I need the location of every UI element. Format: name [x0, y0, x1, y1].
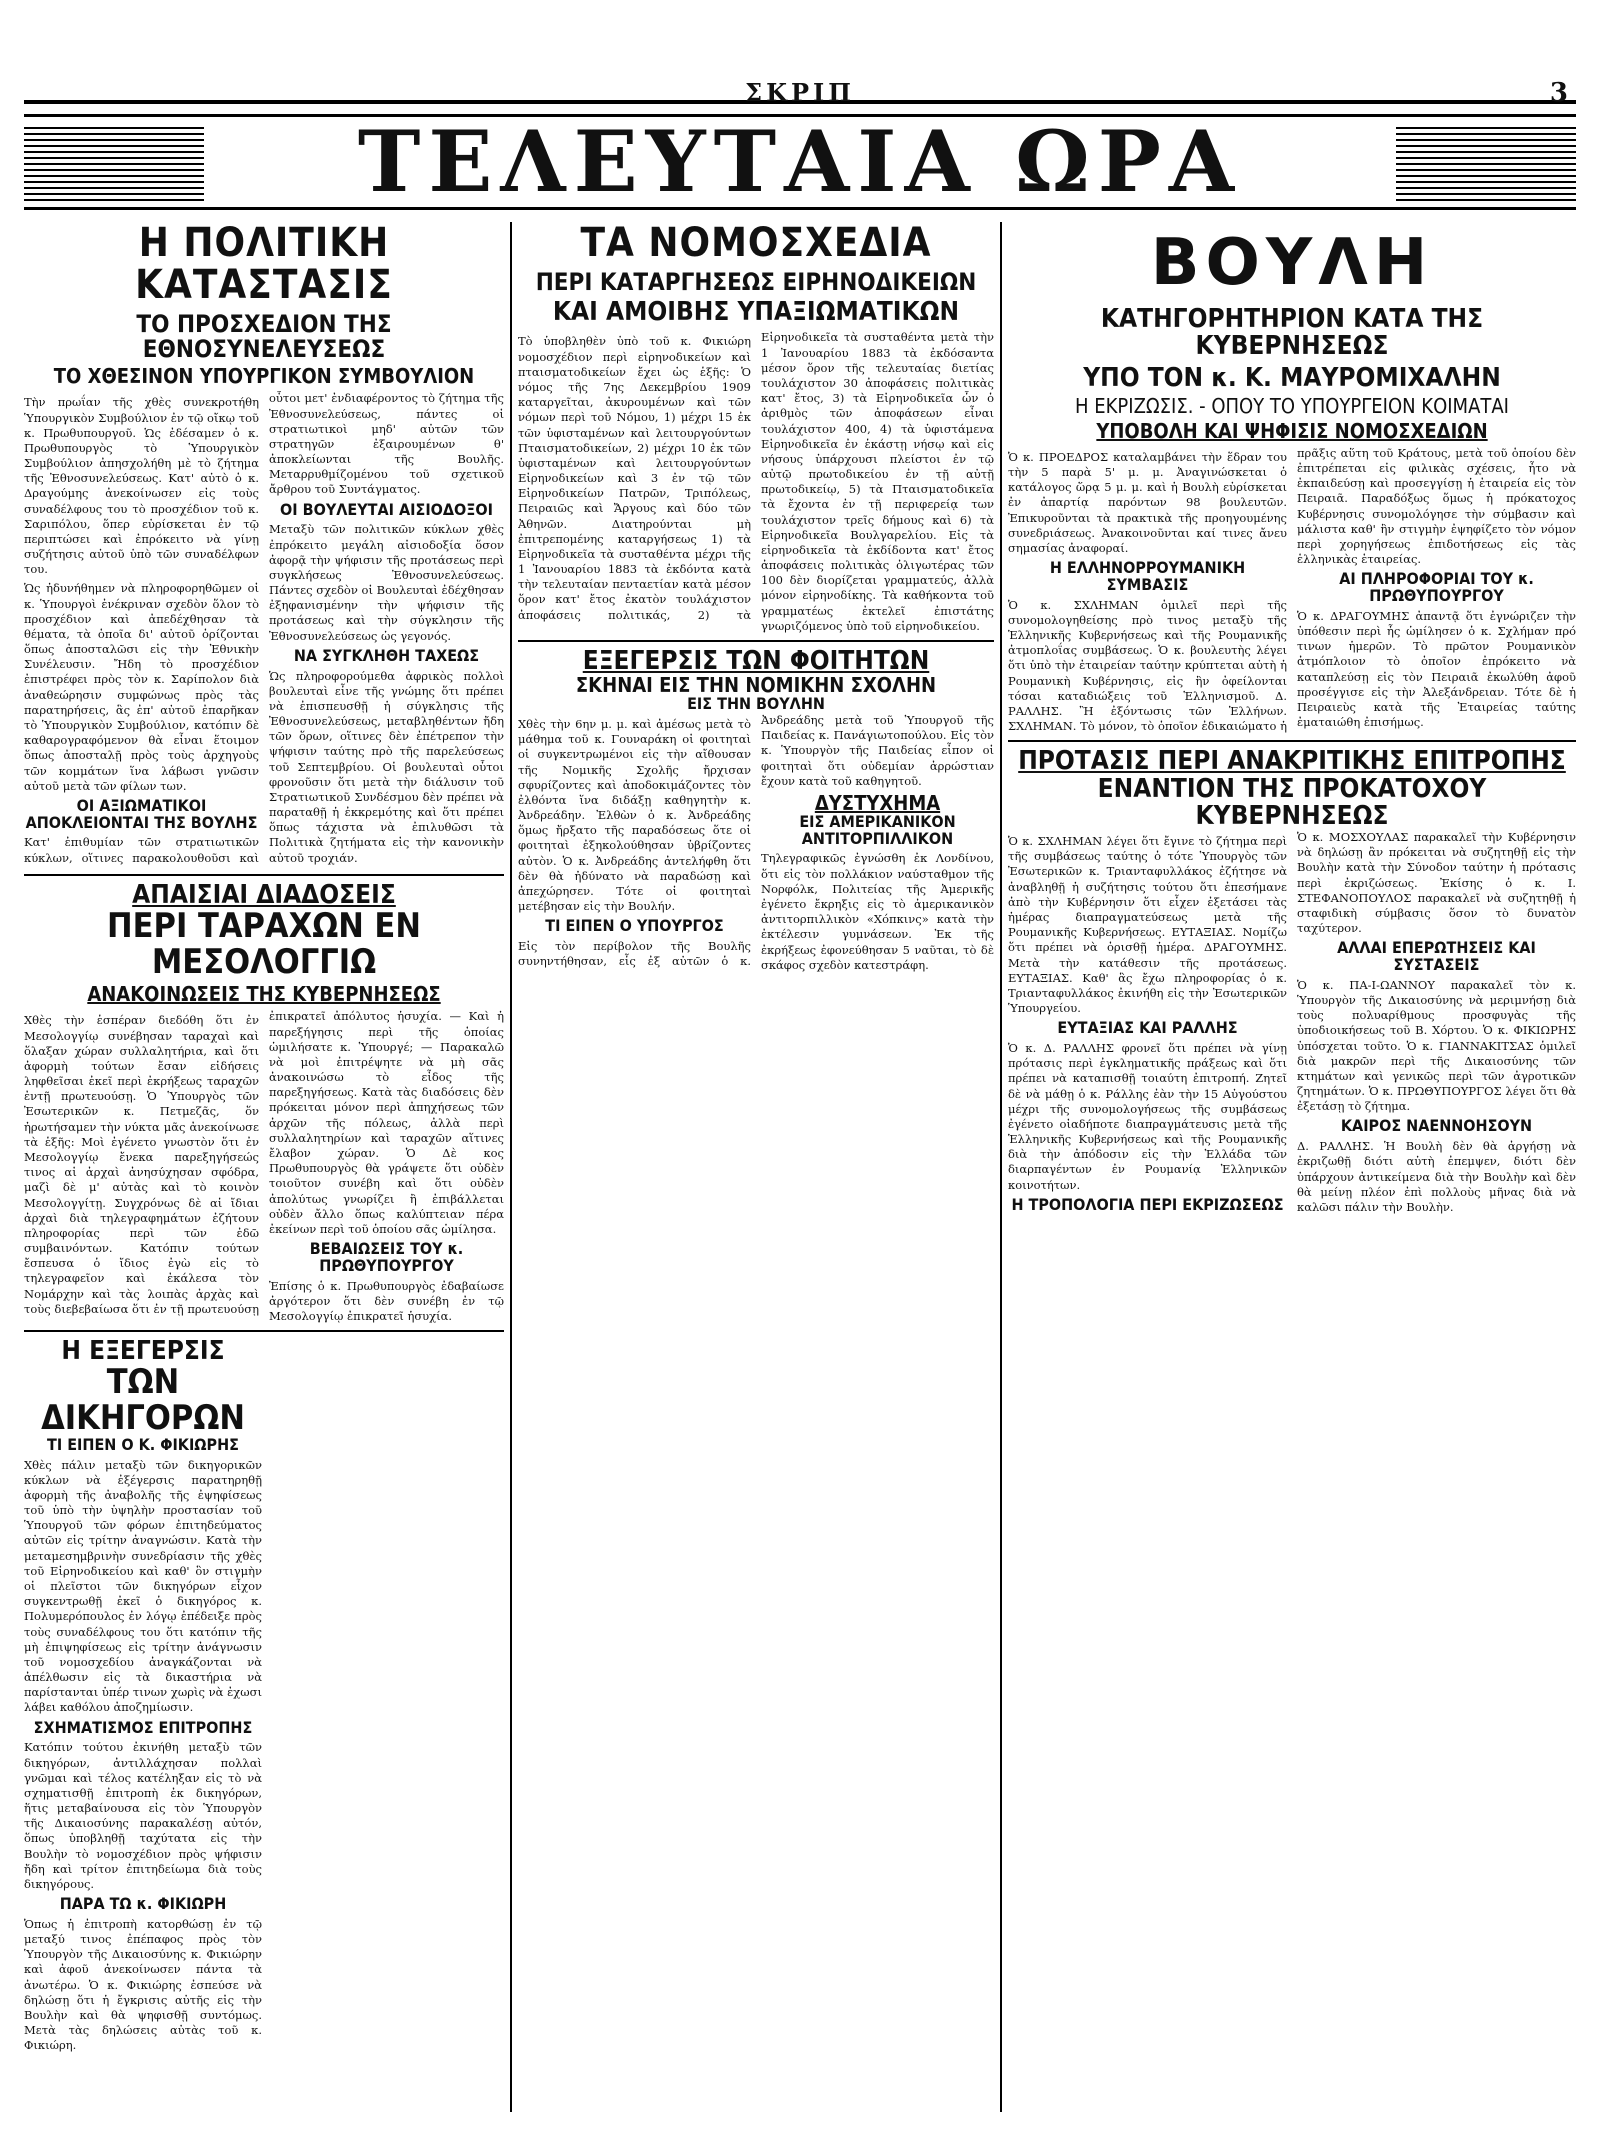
subhead-greek-romanian: Η ΕΛΛΗΝΟΡΡΟΥΜΑΝΙΚΗ ΣΥΜΒΑΣΙΣ: [1049, 558, 1246, 594]
paragraph: Τὴν πρωΐαν τῆς χθὲς συνεκροτήθη Ὑπουργικὸν Συμβούλιον ἐν τῷ οἴκῳ τοῦ κ. Πρωθυπουργοῦ. Ὡς ἐδέσαμεν ὁ κ. Πρωθυπουργὸς τὸ Ὑπουργικὸν Συμβούλιον ἀπησχολήθη μὲ τὸ ζήτημα τῆς Ἐθνοσυνελεύσεως. Κατ' αὐτὸ ὁ κ. Δραγούμης ἀνεκοίνωσεν εἰς τοὺς συναδέλφους του τὸ προσχέδιον τοῦ κ. Σαριπόλου, ὅπερ εὑρίσκεται ἐν τῷ περιπτώσει καὶ ἐπρόκειτο νὰ γίνῃ συζήτησις αὐτοῦ ὑπὸ τῶν συναδέλφων του.: [24, 395, 259, 577]
divider: [24, 874, 504, 876]
subhead-law-school: ΣΚΗΝΑΙ ΕΙΣ ΤΗΝ ΝΟΜΙΚΗΝ ΣΧΟΛΗΝ: [575, 673, 937, 698]
subhead-mps: ΟΙ ΒΟΥΛΕΥΤΑΙ ΑΙΣΙΟΔΟΞΟΙ: [280, 499, 493, 519]
subhead-eftaxias-rallis: ΕΥΤΑΞΙΑΣ ΚΑΙ ΡΑΛΛΗΣ: [1057, 1018, 1238, 1038]
subhead-officers: ΟΙ ΑΞΙΩΜΑΤΙΚΟΙ ΑΠΟΚΛΕΙΟΝΤΑΙ ΤΗΣ ΒΟΥΛΗΣ: [25, 795, 258, 832]
paragraph: Μεταξὺ τῶν πολιτικῶν κύκλων χθὲς ἐπρόκειτο μεγάλη αἰσιοδοξία ὅσον ἀφορᾷ τὴν ψήφισιν τῆς προτάσεως περὶ συγκλήσεως Ἐθνοσυνελεύσεως. Πάντες σχεδὸν οἱ Βουλευταὶ ἐδέχθησαν ἐξηφανισμένην τὴν ψήφισιν τῆς προτάσεως καὶ τὴν σύγκλησιν τῆς Ἐθνοσυνελεύσεως ὡς γεγονός.: [269, 522, 504, 643]
headline-uprising: Η ΕΞΕΓΕΡΣΙΣ: [61, 1336, 225, 1367]
banner-hatch-right: [1396, 123, 1576, 201]
headline-bills: ΤΑ ΝΟΜΟΣΧΕΔΙΑ: [580, 222, 932, 266]
paragraph: Δ. ΡΑΛΛΗΣ. Ἡ Βουλὴ δὲν θὰ ἀργήσῃ νὰ ἐκριζωθῇ διότι αὐτὴ ἐπεμψεν, διότι δὲν ὑπάρχουν ἀντικείμενα διὰ τὴν Βουλὴν καὶ δὲν θὰ μείνῃ πλέον ἐπὶ πολλοὺς μῆνας διὰ νὰ καλῶσι πάλιν τὴν Βουλὴν.: [1297, 1139, 1576, 1214]
headline-inquiry: ΠΡΟΤΑΣΙΣ ΠΕΡΙ ΑΝΑΚΡΙΤΙΚΗΣ ΕΠΙΤΡΟΠΗΣ: [1018, 746, 1566, 777]
subhead-time: ΚΑΙΡΟΣ ΝΑΕΝΝΟΗΣΟΥΝ: [1340, 1116, 1533, 1136]
subhead-destroyer: ΕΙΣ ΑΜΕΡΙΚΑΝΙΚΟΝ ΑΝΤΙΤΟΡΠΙΛΛΙΚΟΝ: [799, 811, 956, 848]
paragraph: Εἰς τὸν περίβολον τῆς Βουλῆς συνηντήθησαν, εἷς ἐξ αὐτῶν ὁ κ. Ἀνδρεάδης μετὰ τοῦ Ὑπουργοῦ τῆς Παιδείας κ. Πανάγιωτοπούλου. Εἰς τὸν κ. Ὑπουργὸν τῆς Παιδείας εἶπον οἱ φοιτηταὶ ὅτι οὐδεμίαν ἀρρώστιαν ἔχουν κατὰ τοῦ καθηγητοῦ.: [518, 713, 994, 969]
column-left: [24, 222, 504, 2112]
subhead-minister: ΤΙ ΕΙΠΕΝ Ο ΥΠΟΥΡΓΟΣ: [545, 916, 724, 936]
banner-text: ΤΕΛΕΥΤΑΙΑ ΩΡΑ: [357, 112, 1243, 211]
headline-former-govt: ΕΝΑΝΤΙΟΝ ΤΗΣ ΠΡΟΚΑΤΟΧΟΥ ΚΥΒΕΡΝΗΣΕΩΣ: [1097, 773, 1487, 831]
subhead-parliament: ΕΙΣ ΤΗΝ ΒΟΥΛΗΝ: [687, 694, 825, 714]
paragraph: Ὁ κ. ΔΡΑΓΟΥΜΗΣ ἀπαντᾷ ὅτι ἐγνώριζεν τὴν ὑπόθεσιν περὶ ἧς ὡμίλησεν ὁ κ. Σχλήμαν πρό τινων ἡμερῶν. Τὸ πρῶτον Ρουμανικὸν ἀτμόπλοιον τὸ ὁποῖον ἐπρόκειτο νὰ καταπλεύσῃ εἰς τὸν Πειραιᾶ ἐκωλύθη ἀφοῦ προσέγγισε εἰς τὴν Ἀλεξάνδρειαν. Τότε δὲ ἡ Πειραιεὺς κατὰ τῆς Ἐταιρείας ταύτης ἐματαιώθη ἐπισήμως.: [1297, 608, 1576, 730]
paragraph: Κατ' ἐπιθυμίαν τῶν στρατιωτικῶν κύκλων, οἵτινες παρακολουθοῦσι καὶ οὗτοι μετ' ἐνδιαφέροντος τὸ ζήτημα τῆς Ἐθνοσυνελεύσεως, πάντες οἱ στρατιωτικοὶ μηδ' αὐτῶν τῶν στρατηγῶν ἐξαιρουμένων θ' ἀποκλείωνται τῆς Βουλῆς. Μεταρρυθμίζομένου τοῦ σχετικοῦ ἄρθρου τοῦ Συντάγματος.: [24, 391, 504, 865]
headline-indictment: ΚΑΤΗΓΟΡΗΤΗΡΙΟΝ ΚΑΤΑ ΤΗΣ ΚΥΒΕΡΝΗΣΕΩΣ: [1100, 304, 1484, 362]
article-inquiry: [1008, 830, 1576, 1218]
subhead-other-questions: ΑΛΛΑΙ ΕΠΕΡΩΤΗΣΕΙΣ ΚΑΙ ΣΥΣΤΑΣΕΙΣ: [1337, 938, 1536, 975]
paragraph: Χθὲς τὴν ἑσπέραν διεδόθη ὅτι ἐν Μεσολογγίῳ συνέβησαν ταραχαὶ καὶ ὅλαξαν χώραν συλλαλητήρια, καὶ ὅτι ἀφορμὴ τούτων ἔσαν εἰδήσεις ληφθεῖσαι ἐκεῖ περὶ ἐκρήξεως ταραχῶν ἐντῇ πρωτευούσῃ. Ὁ Ὑπουργὸς τῶν Ἐσωτερικῶν κ. Πετμεζᾶς, ὅν ἠρωτήσαμεν τὴν νύκτα μᾶς ἀνεκοίνωσε τὰ ἑξῆς: Μοὶ ἐγένετο γνωστὸν ὅτι ἐν Μεσολογγίῳ ἔνεκα παρεξηγήσεώς τινος αἱ ἀρχαὶ ἀνησύχησαν σφόδρα, μαζὶ δὲ μ' αὐτὰς καὶ τὸ κοινὸν Μεσολογγίτῃ. Συγχρόνως δὲ αἱ ἴδιαι ἀρχαὶ διὰ τηλεγραφημάτων ἐζήτουν πληροφορίας περὶ τῶν ἐδῶ συμβαινόντων. Κατόπιν τούτων ἔσπευσα ὁ ἴδιος ἐγὼ εἰς τὸ τηλεγραφεῖον καὶ ἐκάλεσα τὸν Νομάρχην καὶ τὰς λοιπὰς ἀρχὰς καὶ τοὺς διεβεβαίωσα ὅτι ἐν τῇ πρωτευούσῃ ἐπικρατεῖ ἀπόλυτος ἡσυχία. — Καὶ ἡ παρεξήγησις περὶ τῆς ὁποίας ὡμιλήσατε κ. Ὑπουργέ; — Παρακαλῶ νὰ μοὶ ἐπιτρέψητε νὰ μὴ σᾶς ἀνακοινώσω τὸ εἶδος τῆς παρεξηγήσεως. Κατὰ τὰς διαδόσεις δὲν πρόκειται μόνον περὶ ἀπηχήσεως τῶν ἀρχῶν τῆς πόλεως, ἀλλὰ περὶ συλλαλητηρίων καὶ ταραχῶν αἵτινες ἔλαβον χώραν. Ὁ Δὲ κος Πρωθυπουργὸς θὰ γράψετε ὅτι οὐδὲν τοιοῦτον συνέβη καὶ ὅτι οὐδὲν ἀπολύτως γνωρίζει ἢ ἐπιβάλλεται οὐδὲν ἄλλο ὅπως καλύπτειαν πέρα ἐκείνων περὶ τοῦ ὁποίου σᾶς ὡμίλησα.: [24, 1009, 504, 1316]
subhead-draft: ΤΟ ΠΡΟΣΧΕΔΙΟΝ ΤΗΣ ΕΘΝΟΣΥΝΕΛΕΥΣΕΩΣ: [136, 310, 392, 364]
subhead-pm-info: ΑΙ ΠΛΗΡΟΦΟΡΙΑΙ ΤΟΥ κ. ΠΡΩΘΥΠΟΥΡΓΟΥ: [1339, 569, 1534, 606]
headline-lawyers: ΤΩΝ ΔΙΚΗΓΟΡΩΝ: [41, 1362, 245, 1439]
headline-accident: ΔΥΣΤΥΧΗΜΑ: [814, 790, 941, 815]
divider: [1008, 740, 1576, 742]
paragraph: Ὁ κ. ΣΧΛΗΜΑΝ λέγει ὅτι ἔγινε τὸ ζήτημα περὶ τῆς συμβάσεως ταύτης ὁ τότε Ὑπουργὸς τῶν Ἐσωτερικῶν κ. Τριανταφυλλάκος ἐζήτησε νὰ ἀναβληθῇ ἡ συζήτησις τούτου ὅτι ἐπεσήμανε ἀπὸ τὴν Κυβέρνησιν ὅτι εἶχεν ἐξετάσει τὰς ἡμέρας διαπραγματεύσεως μετὰ τῆς Ρουμανικῆς Κυβερνήσεως. ΕΥΤΑΞΙΑΣ. Νομίζω ὅτι πρέπει νὰ ὁρισθῇ ἡμέρα. ΔΡΑΓΟΥΜΗΣ. Μετὰ τὴν κατάθεσιν τῆς προτάσεως. ΕΥΤΑΞΙΑΣ. Καθ' ἃς ἔχω πληροφορίας ὁ κ. Τριανταφυλλάκος ἐκινήθη εἰς τὴν Ἐσωτερικῶν Ὑπουργείου.: [1008, 834, 1287, 1016]
article-messolonghi: [24, 1009, 504, 1324]
columns: [24, 222, 1576, 2112]
subhead-remuneration: ΚΑΙ ΑΜΟΙΒΗΣ ΥΠΑΞΙΩΜΑΤΙΚΩΝ: [552, 297, 960, 328]
subhead-announcements: ΑΝΑΚΟΙΝΩΣΕΙΣ ΤΗΣ ΚΥΒΕΡΝΗΣΕΩΣ: [87, 982, 441, 1007]
divider: [518, 640, 994, 642]
subhead-amendment: Η ΤΡΟΠΟΛΟΓΙΑ ΠΕΡΙ ΕΚΡΙΖΩΣΕΩΣ: [1011, 1194, 1284, 1214]
paragraph: Ὁπως ἡ ἐπιτροπὴ κατορθώσῃ ἐν τῷ μεταξύ τινος ἐπέπαφος πρὸς τὸν Ὑπουργὸν τῆς Δικαιοσύνης κ. Φικιώρην καὶ ἀφοῦ ἀνεκοίνωσεν πάντα τὰ ἀνωτέρω. Ὁ κ. Φικιώρης ἐσπεύσε νὰ δηλώσῃ ὅτι ἡ ἔγκρισις αὐτῆς εἰς τὴν Βουλὴν καὶ θὰ ψηφισθῇ συντόμως. Μετὰ τὰς δηλώσεις αὐτὰς τοῦ κ. Φικιώρη.: [24, 1916, 262, 2053]
page-number: 3: [1549, 78, 1568, 108]
paragraph: Ὁ κ. Δ. ΡΑΛΛΗΣ φρονεῖ ὅτι πρέπει νὰ γίνῃ πρότασις περὶ ἐγκληματικῆς πράξεως καὶ ὅτι πρέπει νὰ καταπισθῇ τοιαύτη ἐπιτροπή. Ζητεῖ δὲ νὰ μάθῃ ὁ κ. Ράλλης ἐὰν τὴν 15 Αὐγούστου μέχρι τῆς συνομολογήσεως τῆς συμβάσεως ἐγένετο οἰαδήποτε διαπραγμάτευσις μετὰ τῆς Ἑλληνικῆς Κυβερνήσεως καὶ τῆς Ρουμανικῆς διὰ τὴν ἀπόδοσιν εἰς τὴν Ἑλλάδα τῶν διαρπαγέντων ἐν Ρουμανίᾳ Ἑλληνικῶν κοινοτήτων.: [1008, 1040, 1287, 1192]
masthead: [24, 78, 1576, 212]
paragraph: Ὁ κ. ΣΧΛΗΜΑΝ ὁμιλεῖ περὶ τῆς συνομολογηθείσης πρὸ τινος μεταξὺ τῆς Ἑλληνικῆς Κυβερνήσεως καὶ τῆς Ρουμανικῆς ἀτμοπλοΐας συμβάσεως. Ὁ κ. βουλευτὴς λέγει ὅτι ὑπὸ τὴν ἐταιρείαν ταύτην κρύπτεται αὐτὴ ἡ Ρουμανικὴ Κυβέρνησις, εἰς ἣν ὀφείλονται τόσαι καταδιώξεις τοῦ Ἑλληνισμοῦ. Δ. ΡΑΛΛΗΣ. Ἢ ἐξόντωσις τῶν Ἑλλήνων. ΣΧΛΗΜΑΝ. Τὸ μόνον, τὸ ὁποῖον ἐδικαιώματο ἡ πρᾶξις αὕτη τοῦ Κράτους, μετὰ τοῦ ὁποίου δὲν ἐπιτρέπεται εἰς φιλικὰς σχέσεις, ἦτο νὰ ἐκπαιδεύσῃ καὶ προσεγγίσῃ ἡ ἐταιρεία εἰς τὸν Πειραιᾶ. Παραδόξως ὅμως ἡ πρόκατοχος Κυβέρνησις συνομολόγησε τὴν σύμβασιν καὶ μάλιστα καθ' ἣν στιγμὴν ἐψηφίζετο τὸν νόμον περὶ χορηγήσεως ἐπιδοτήσεως εἰς τὰς ἑλληνικὰς ἑταιρείας.: [1008, 445, 1576, 734]
column-rule: [510, 222, 512, 2112]
article-parliament: [1008, 446, 1576, 734]
paragraph: Ὁ κ. ΠΡΟΕΔΡΟΣ καταλαμβάνει τὴν ἕδραν του τὴν 5 παρὰ 5' μ. μ. Ἀναγινώσκεται ὁ κατάλογος ὥρᾳ 5 μ. μ. καὶ ἡ Βουλὴ εὑρίσκεται ἐν ἀπαρτίᾳ παρόντων 98 βουλευτῶν. Ἐπικυροῦνται τὰ πρακτικὰ τῆς προηγουμένης συνεδριάσεως. Ἀνακοινοῦνται καί τινες ἄνευ σημασίας ἀναφοραί.: [1008, 449, 1287, 555]
column-right: [1008, 222, 1576, 2112]
subhead-committee: ΣΧΗΜΑΤΙΣΜΟΣ ΕΠΙΤΡΟΠΗΣ: [33, 1717, 253, 1737]
article-political: [24, 391, 504, 867]
subhead-council: ΤΟ ΧΘΕΣΙΝΟΝ ΥΠΟΥΡΓΙΚΟΝ ΣΥΜΒΟΥΛΙΟΝ: [53, 364, 475, 389]
paragraph: Ὡς πληροφορούμεθα ἀφρικὸς πολλοὶ βουλευταὶ εἶνε τῆς γνώμης ὅτι πρέπει νὰ ἐπισπευσθῇ ἡ σύγκλησις τῆς Ἐθνοσυνελεύσεως, μεταβληθέντων ἤδη τῶν ὅρων, οἵτινες δὲν ἐπέτρεπον τὴν ψήφισιν ταύτης πρὸ τῆς παρελεύσεως τοῦ Σεπτεμβρίου. Οἱ βουλευταὶ οὗτοι φρονοῦσιν ὅτι μετὰ τὴν διάλυσιν τοῦ Στρατιωτικοῦ Συνδέσμου δὲν πρέπει νὰ παραταθῇ ἡ ἐκκρεμότης καὶ ὅτι πρέπει ὅπως τάχιστα νὰ ἐπιλυθῶσι τὰ Πολιτικὰ ζητήματα εἰς τὴν κανονικὴν αὐτοῦ τροχιάν.: [269, 668, 504, 865]
article-bills: [518, 330, 994, 633]
paragraph: Ὡς ἠδυνήθημεν νὰ πληροφορηθῶμεν οἱ κ. Ὑπουργοὶ ἐνέκριναν σχεδὸν ὅλον τὸ προσχέδιον καὶ ἀπεδέχθησαν τὰ θέματα, τὰ ὁποῖα δι' αὐτοῦ ὁρίζονται ὅπως ἀποσταλῶσι εἰς τὴν Ἐθνικὴν Συνέλευσιν. Ἤδη τὸ προσχέδιον ἐπιστρέφει πρὸς τὸν κ. Σαρίπολον διὰ ἀναθεώρησιν συμφώνως πρὸς τὰς παρατηρήσεις, ἃς ἐπ' αὐτοῦ ἐπαρῆκαν τὸ Ὑπουργικὸν Συμβούλιον, κατόπιν δὲ καθαρογραφόμενον θὰ εἶναι ἕτοιμον ὅπως ἀποσταλῇ πρὸς τοὺς ἀρχηγοὺς τῶν κομμάτων ἵνα λάβωσι γνῶσιν αὐτοῦ μετὰ τῶν φίλων των.: [24, 581, 259, 793]
paragraph: Ὁ κ. ΜΟΣΧΟΥΛΑΣ παρακαλεῖ τὴν Κυβέρνησιν νὰ δηλώσῃ ἂν πρόκειται νὰ συζητηθῇ εἰς τὴν Βουλὴν κατὰ τὴν Σύνοδον ταύτην ἡ πρότασις περὶ ἐκριζώσεως. Ἐκίσης ὁ κ. Ι. ΣΤΕΦΑΝΟΠΟΥΛΟΣ παρακαλεῖ νὰ συζητηθῇ ἡ σταφιδικὴ σύμβασις ὅσον τὸ δυνατὸν ταχύτερον.: [1297, 830, 1576, 936]
subhead-fikioris: ΤΙ ΕΙΠΕΝ Ο Κ. ΦΙΚΙΩΡΗΣ: [47, 1434, 239, 1454]
column-middle: [518, 222, 994, 2112]
subhead-at-fikioris: ΠΑΡΑ ΤΩ κ. ΦΙΚΙΩΡΗ: [59, 1894, 227, 1914]
article-students: [518, 713, 994, 973]
headline-political: Η ΠΟΛΙΤΙΚΗ ΚΑΤΑΣΤΑΣΙΣ: [135, 222, 393, 308]
banner-hatch-left: [24, 123, 204, 201]
paragraph: Ὁ κ. ΠΑ-Ι-ΩΑΝΝΟΥ παρακαλεῖ τὸν κ. Ὑπουργὸν τῆς Δικαιοσύνης νὰ μεριμνήσῃ διὰ τοὺς πολυαρίθμους προσφυγὰς τῆς ὑποδιοικήσεως τοῦ Β. Χόρτου. Ὁ κ. ΦΙΚΙΩΡΗΣ ὑπόσχεται τοῦτο. Ὁ κ. ΓΙΑΝΝΑΚΙΤΣΑΣ ὁμιλεῖ διὰ μακρῶν περὶ τῆς Δικαιοσύνης τῶν κτημάτων καὶ γενικῶς περὶ τῶν ἀγροτικῶν ζητημάτων. Ὁ κ. ΠΡΩΘΥΠΟΥΡΓΟΣ λέγει ὅτι θὰ ἐξετάσῃ τὸ ζήτημα.: [1297, 977, 1576, 1114]
subhead-confirmations: ΒΕΒΑΙΩΣΕΙΣ ΤΟΥ κ. ΠΡΩΘΥΠΟΥΡΓΟΥ: [309, 1239, 464, 1275]
subhead-abolition: ΠΕΡΙ ΚΑΤΑΡΓΗΣΕΩΣ ΕΙΡΗΝΟΔΙΚΕΙΩΝ: [535, 268, 977, 296]
paragraph: Χθὲς πάλιν μεταξὺ τῶν δικηγορικῶν κύκλων νὰ ἐξέγερσις παρατηρηθῇ ἀφορμὴ τῆς ἀναβολῆς τῆς ἐψηφίσεως τοῦ ὑπὸ τὴν ὑψηλὴν προστασίαν τοῦ Ὑπουργοῦ τῶν φόρων ἐπιτηδεύματος αὐτῶν εἰς τρίτην ἀναγνώσιν. Κατὰ τὴν μεταμεσημβρινὴν συνεδρίασιν τῆς χθὲς τοῦ Εἰρηνοδικείου καὶ καθ' ὃν στιγμὴν οἱ πλεῖστοι τῶν δικηγόρων εἶχον συγκεντρωθῇ ἐκεῖ ὁ δικηγόρος κ. Πολυμερόπουλος ἐν λόγῳ ἐπέδειξε πρὸς τοὺς συναδέλφους του ὅτι κατόπιν τῆς μὴ ἐπιψηφίσεως εἰς τρίτην ἀνάγνωσιν τοῦ νομοσχεδίου ἀναγκάζονται νὰ ἀπέλθωσιν εἰς τὰ δικαστήρια νὰ παρίστανται ὑπέρ τινων χωρὶς νὰ ἐχωσι λάβει καθόλου ἀποζημίωσιν.: [24, 1457, 262, 1715]
headline-students: ΕΞΕΓΕΡΣΙΣ ΤΩΝ ΦΟΙΤΗΤΩΝ: [582, 645, 930, 676]
paragraph: Κατόπιν τούτου ἐκινήθη μεταξὺ τῶν δικηγόρων, ἀντιλλάχησαν πολλαὶ γνῶμαι καὶ τέλος κατέληξαν εἰς τὸ νὰ σχηματισθῇ ἐπιτροπὴ ἐκ δικηγόρων, ἥτις μεταβαίνουσα εἰς τὸν Ὑπουργὸν τῆς Δικαιοσύνης παρακαλέσῃ αὐτόν, ὅπως ὑποβληθῇ ταχύτατα εἰς τὴν Βουλὴν τὸ νομοσχέδιον πρὸς ψήφισιν ἤδη καὶ τρίτον ἐπιτηδείωμα διὰ τοὺς δικηγόρους.: [24, 1740, 262, 1891]
subhead-convene: ΝΑ ΣΥΓΚΛΗΘΗ ΤΑΧΕΩΣ: [293, 645, 480, 665]
subhead-mavromichalis: ΥΠΟ ΤΟΝ κ. Κ. ΜΑΥΡΟΜΙΧΑΛΗΝ: [1083, 362, 1501, 393]
subhead-uprooting: Η ΕΚΡΙΖΩΣΙΣ. - ΟΠΟΥ ΤΟ ΥΠΟΥΡΓΕΙΟΝ ΚΟΙΜΑΤΑΙ: [1075, 393, 1509, 418]
parliament-logo: ΒΟΥΛΗ: [1150, 226, 1434, 300]
paper-name: ΣΚΡΙΠ: [745, 78, 855, 107]
subhead-bills-vote: ΥΠΟΒΟΛΗ ΚΑΙ ΨΗΦΙΣΙΣ ΝΟΜΟΣΧΕΔΙΩΝ: [1096, 418, 1488, 443]
headline-messolonghi: ΠΕΡΙ ΤΑΡΑΧΩΝ ΕΝ ΜΕΣΟΛΟΓΓΙΩ: [107, 906, 421, 982]
paragraph: Χθὲς τὴν 6ην μ. μ. καὶ ἀμέσως μετὰ τὸ μάθημα τοῦ κ. Γουναράκη οἱ φοιτηταὶ οἱ συγκεντρωμένοι εἰς τὴν αἴθουσαν τῆς Νομικῆς Σχολῆς ἤρχισαν σφυρίζοντες καὶ ἀποδοκιμάζοντες τὸν ἐλθόντα ἵνα διδάξῃ καθηγητὴν κ. Ἀνδρεάδην. Ἐλθὼν ὁ κ. Ἀνδρεάδης ὅμως ἤρξατο τῆς παραδόσεως ὅτε οἱ φοιτηταὶ ἐξηκολούθησαν ὑβρίζοντες αὐτὸν. Ὁ κ. Ἀνδρεάδης ἀντελήφθη ὅτι δὲν θὰ ἠδύνατο νὰ παραδώσῃ καὶ ἀπεχώρησεν. Τότε οἱ φοιτηταὶ μετέβησαν εἰς τὴν Βουλήν.: [518, 717, 751, 914]
paragraph: Ἐπίσης ὁ κ. Πρωθυπουργὸς ἐδαβαίωσε ἀργότερον ὅτι δὲν συνέβη ἐν τῷ Μεσολογγίῳ ἐπικρατεῖ ἡσυχία.: [269, 1278, 504, 1323]
article-lawyers: [24, 1338, 262, 2057]
paragraph: Τηλεγραφικῶς ἐγνώσθη ἐκ Λονδίνου, ὅτι εἰς τὸν πολλάκιον ναύσταθμον τῆς Νορφόλκ, Πολιτείας τῆς Ἀμερικῆς ἐγένετο ἔκρηξις εἰς τὸ ἀμερικανικὸν ἀντιτορπιλλικὸν «Χόπκινς» κατὰ τὴν ἐκτέλεσιν γυμνάσεων. Ἐκ τῆς ἐκρήξεως ἐφονεύθησαν 5 ναῦται, τὸ δὲ σκάφος σχεδὸν κατεστράφη.: [761, 851, 994, 972]
headline-rumors: ΑΠΑΙΣΙΑΙ ΔΙΑΔΟΣΕΙΣ: [132, 879, 396, 910]
paragraph: Τὸ ὑποβληθὲν ὑπὸ τοῦ κ. Φικιώρη νομοσχέδιον περὶ εἰρηνοδικείων καὶ πταισματοδικείων ἔχει ὡς ἑξῆς: Ὁ νόμος τῆς 7ης Δεκεμβρίου 1909 καταργεῖται, ἀκυρουμένων καὶ τῶν νόμων περὶ τοῦ Νόμου, 1) μέχρι 15 ἐκ τῶν ὑφισταμένων καὶ λειτουργούντων Πταισματοδικείων, 2) μέχρι 10 ἐκ τῶν ὑφισταμένων καὶ λειτουργούντων Εἰρηνοδικείων καὶ 3 ἐν τῷ τῶν Εἰρηνοδικείων Πατρῶν, Τριπόλεως, Πειραιῶς καὶ Ἄργους καὶ δύο τῶν Ἀθηνῶν. Διατηρούνται μὴ ἐπιτρεπομένης καταργήσεως 1) τὰ Εἰρηνοδικεῖα τὰ συσταθέντα μέχρι τῆς 1 Ἰανουαρίου 1883 τὰ ἐκδόντα κατὰ τὴν τελευταίαν πενταετίαν κατὰ μέσον ὅρον κατ' ἔτος ἐκατὸν τουλάχιστον ἀποφάσεις πολιτικάς, 2) τὰ Εἰρηνοδικεῖα τὰ συσταθέντα μετὰ τὴν 1 Ἰανουαρίου 1883 τὰ ἐκδόσαντα μέσον ὅρον τῆς τελευταίας διετίας τουλάχιστον 30 ἀποφάσεις πολιτικὰς κατ' ἔτος, 3) τὰ Εἰρηνοδικεῖα ὧν ὁ ἀριθμὸς τῶν ἀποφάσεων εἶναι τουλάχιστον 400, 4) τὰ ὑφιστάμενα Εἰρηνοδικεῖα ἐν ἑκάστῃ νήσῳ καὶ εἰς νήσους ὑπάρχουσι πλείστοι ἐν τῷ αὐτῷ πρωτοδικείου ἐν τῇ αὐτῇ πρωτοδικείῳ, 5) τὰ Πταισματοδικεῖα τὰ ἔχοντα ἐν τῇ περιφερείᾳ των τουλάχιστον τρεῖς δήμους καὶ 6) τὰ Εἰρηνοδικεῖα Βουλγαρελίου. Εἰς τὰ εἰρηνοδικεῖα τὰ ἐκδίδοντα κατ' ἔτος ἀποφάσεις πολιτικὰς ὀλιγωτέρας τῶν 100 δὲν διορίζεται γραμματεύς, ἀλλὰ μόνον εἰρηνοδίκης. Τὰ καθήκοντα τοῦ γραμματέως ἐκτελεῖ ἐπιστάτης γνωριζόμενος ὑπὸ τοῦ εἰρηνοδικείου.: [518, 330, 994, 633]
column-rule: [1000, 222, 1002, 2112]
banner-title: [24, 114, 1576, 210]
divider: [24, 1330, 504, 1332]
